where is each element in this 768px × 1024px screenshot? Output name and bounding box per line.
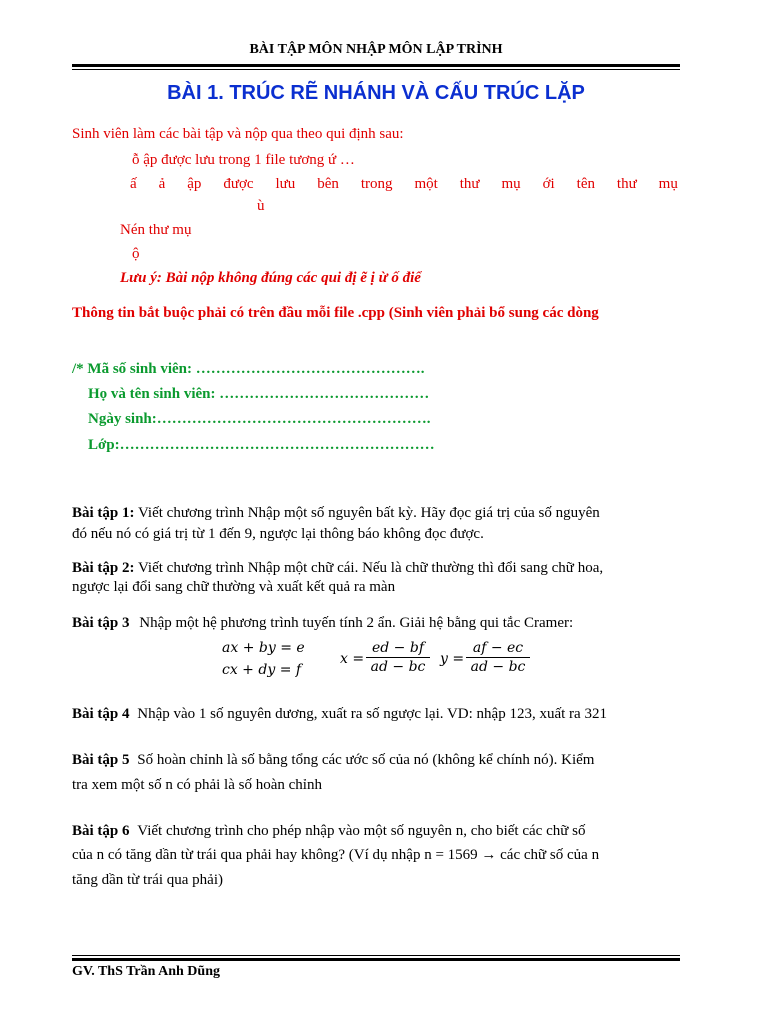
page-footer: GV. ThS Trần Anh Dũng <box>72 964 220 979</box>
exercise-1-text: Viết chương trình Nhập một số nguyên bất kỳ. Hãy đọc giá trị của số nguyên <box>138 505 600 521</box>
exercise-5-line-2: tra xem một số n có phải là số hoàn chỉnh <box>72 777 322 793</box>
word: bên <box>317 176 339 192</box>
page-header: BÀI TẬP MÔN NHẬP MÔN LẬP TRÌNH <box>249 42 503 57</box>
footer-rule-thick <box>72 958 680 961</box>
exercise-4-label: Bài tập 4 <box>72 706 130 722</box>
exercise-5-line-1 <box>72 752 594 769</box>
instructions-line-2: ỗ ập được lưu trong 1 file tương ứ … <box>132 152 355 168</box>
exercise-4-text: Nhập vào 1 số nguyên dương, xuất ra số ngược lại. VD: nhập 123, xuất ra 321 <box>137 706 607 722</box>
comment-birthdate: Ngày sinh:………………………………………………. <box>88 411 431 427</box>
exercise-2-text: Viết chương trình Nhập một chữ cái. Nếu là chữ thường thì đổi sang chữ hoa, <box>138 560 604 576</box>
x-fraction <box>366 640 430 675</box>
exercise-6-text: Viết chương trình cho phép nhập vào một số nguyên n, cho biết các chữ số <box>137 823 586 839</box>
exercise-1-label: Bài tập 1: <box>72 505 135 521</box>
exercise-1-line-1 <box>72 505 600 522</box>
word: thư <box>459 176 480 192</box>
footer-rule-thin <box>72 955 680 956</box>
word: một <box>414 176 438 192</box>
exercise-2-line-1 <box>72 560 603 577</box>
exercise-3-text: Nhập một hệ phương trình tuyến tính 2 ẩn. Giải hệ bằng qui tắc Cramer: <box>139 615 574 631</box>
y-fraction <box>466 640 530 675</box>
page-title: BÀI 1. TRÚC RẼ NHÁNH VÀ CẤU TRÚC LẶP <box>167 82 585 104</box>
instructions-line-3b: ù <box>257 198 265 214</box>
exercise-6-line-3: tăng dần từ trái qua phải) <box>72 872 223 888</box>
x-fraction-bar <box>366 657 430 658</box>
instructions-line-4: Nén thư mụ <box>120 222 192 238</box>
header-rule-thick <box>72 64 680 67</box>
exercise-6-line-2: của n có tăng dần từ trái qua phải hay không? (Ví dụ nhập n = 1569 → các chữ số của n <box>72 847 600 863</box>
instructions-note: Lưu ý: Bài nộp không đúng các qui đị ẽ ị ừ ố điể <box>120 270 421 286</box>
exercise-2-line-2: ngược lại đổi sang chữ thường và xuất kết quả ra màn <box>72 579 396 595</box>
y-fraction-bar <box>466 657 530 658</box>
exercise-3-line-1 <box>72 615 573 632</box>
word: ới <box>542 176 555 192</box>
x-denominator: ad − bc <box>370 659 426 675</box>
word: ập <box>187 176 202 192</box>
x-numerator: ed − bf <box>371 640 425 656</box>
y-denominator: ad − bc <box>470 659 526 675</box>
exercise-6-line-1 <box>72 823 585 840</box>
instructions-line-5: ộ <box>132 246 140 262</box>
y-lhs: y = <box>440 651 465 667</box>
exercise-2-label: Bài tập 2: <box>72 560 135 576</box>
x-lhs: x = <box>340 651 365 667</box>
required-info: Thông tin bắt buộc phải có trên đầu mỗi file .cpp (Sinh viên phải bổ sung các dòng <box>72 305 599 321</box>
instructions-line-1: Sinh viên làm các bài tập và nộp qua theo qui định sau: <box>72 126 404 142</box>
exercise-3-label: Bài tập 3 <box>72 615 130 631</box>
exercise-1-line-2: đó nếu nó có giá trị từ 1 đến 9, ngược lại thông báo không đọc được. <box>72 526 484 542</box>
word: lưu <box>275 176 296 192</box>
word: tên <box>576 176 595 192</box>
comment-class: Lớp:……………………………………………………… <box>88 437 435 453</box>
word: ấ <box>130 176 137 192</box>
equation-2: cx + dy = f <box>222 662 302 678</box>
exercise-5-label: Bài tập 5 <box>72 752 130 768</box>
word: thư <box>616 176 637 192</box>
equation-1: ax + by = e <box>222 640 305 656</box>
word: mụ <box>658 176 678 192</box>
y-numerator: af − ec <box>472 640 524 656</box>
word: mụ <box>501 176 521 192</box>
word: được <box>223 176 254 192</box>
exercise-4-line-1 <box>72 706 607 723</box>
header-rule-thin <box>72 69 680 70</box>
comment-student-id: /* Mã số sinh viên: ………………………………………. <box>72 361 425 377</box>
exercise-5-text: Số hoàn chỉnh là số bằng tổng các ước số của nó (không kể chính nó). Kiểm <box>137 752 595 768</box>
comment-student-name: Họ và tên sinh viên: …………………………………… <box>88 386 430 402</box>
word: ả <box>158 176 166 192</box>
exercise-6-label: Bài tập 6 <box>72 823 130 839</box>
word: trong <box>360 176 393 192</box>
instructions-line-3 <box>130 176 678 193</box>
